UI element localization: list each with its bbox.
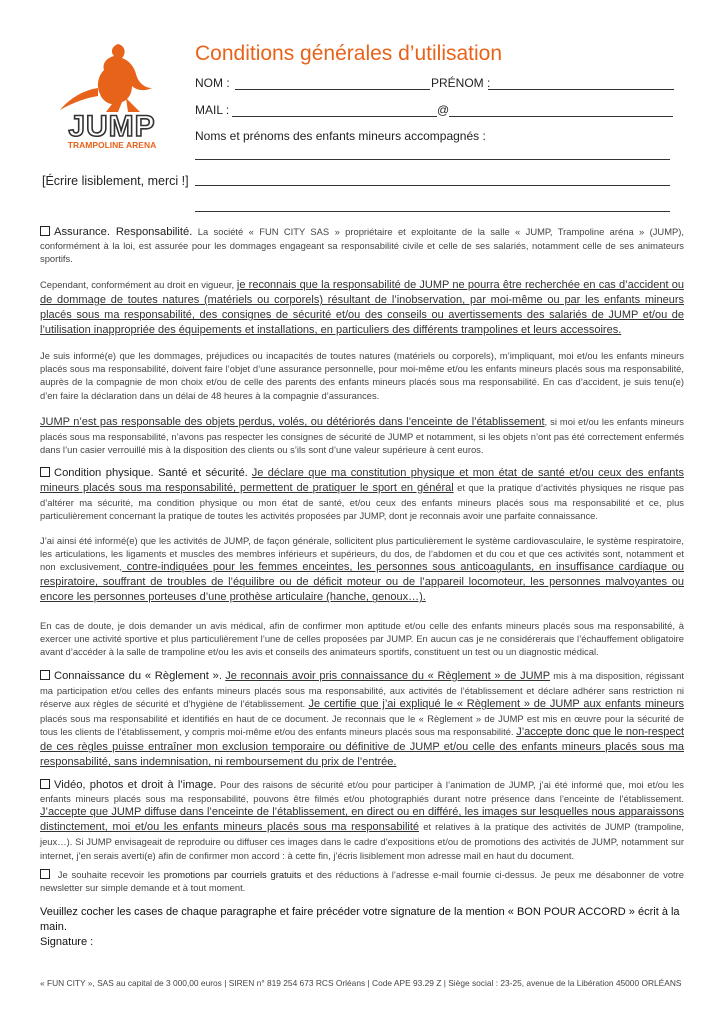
- responsabilite-clause: je reconnais que la responsabilité de JUMP ne pourra être recherchée en cas d’accident ou de dommage de toutes natures (matériels ou corporels) résultant de l’inobservation, par moi-même ou par les enfants mineurs placés sous ma responsabilité, des consignes de sécurité et/ou des conseils ou avertissements des salariés de JUMP et/ou de l’utilisation inappropriée des équipements et installations, en particuliers des différents trampolines et leurs accessoires.: [40, 279, 684, 336]
- assurance-heading: Assurance. Responsabilité.: [54, 226, 193, 238]
- footer-legal: « FUN CITY », SAS au capital de 3 000,00 euros | SIREN n° 819 254 673 RCS Orléans | Code APE 93.29 Z | Siège social : 23-25, avenue de la Libération 45000 ORLÉANS: [40, 978, 682, 988]
- objets-paragraph: [40, 415, 684, 456]
- nom-label: NOM :: [195, 76, 230, 90]
- children-field-2[interactable]: [195, 185, 670, 186]
- mail-user-field[interactable]: [232, 116, 437, 117]
- final-instructions: [40, 905, 690, 950]
- newsletter-text-1: Je souhaite recevoir les: [54, 869, 164, 880]
- assurance-text: La société « FUN CITY SAS » propriétaire et exploitante de la salle « JUMP, Trampoline aréna » (JUMP), conformément à la loi, est assurée pour les dommages engageant sa responsabilité civile et celle de ses salariés, notamment celle de ses animateurs sportifs.: [40, 226, 684, 265]
- reglement-paragraph: [40, 669, 684, 770]
- write-clearly-note: [Écrire lisiblement, merci !]: [42, 174, 189, 188]
- video-clause: J’accepte que JUMP diffuse dans l’enceinte de l’établissement, en direct ou en différé, les images sur lesquelles nous apparaissons distinctement, moi et/ou les enfants mineurs placés sous ma responsabilité: [40, 806, 684, 834]
- prenom-label: PRÉNOM :: [431, 76, 491, 90]
- video-paragraph: [40, 778, 684, 862]
- condition-clause: Je déclare que ma constitution physique et mon état de santé et/ou ceux des enfants mineurs placés sous ma responsabilité, permettent de pratiquer le sport en général: [40, 467, 684, 494]
- reglement-clause-2: Je certifie que j’ai expliqué le « Règlement » de JUMP aux enfants mineurs: [308, 698, 684, 711]
- assurance-paragraph: [40, 225, 684, 266]
- newsletter-checkbox[interactable]: [40, 869, 50, 879]
- children-label: Noms et prénoms des enfants mineurs accompagnés :: [195, 129, 486, 143]
- assurance-checkbox[interactable]: [40, 226, 50, 236]
- newsletter-emphasis: promotions par courriels gratuits: [163, 869, 302, 880]
- newsletter-paragraph: [40, 868, 684, 894]
- mail-domain-field[interactable]: [449, 116, 673, 117]
- logo-tagline: TRAMPOLINE ARENA: [67, 140, 157, 150]
- prenom-field[interactable]: [488, 89, 674, 90]
- video-heading: Vidéo, photos et droit à l’image.: [54, 779, 217, 791]
- condition-heading: Condition physique. Santé et sécurité.: [54, 467, 248, 479]
- responsabilite-intro: Cependant, conformément au droit en vigueur,: [40, 279, 235, 290]
- kangaroo-icon: [60, 44, 152, 112]
- dommages-paragraph: Je suis informé(e) que les dommages, préjudices ou incapacités de toutes natures (matériels ou corporels), m’impliquant, moi et/ou les enfants mineurs placés sous ma responsabilité, doivent faire l’objet d’une assurance personnelle, pour moi-même et/ou les enfants mineurs placés sous ma responsabilité, auprès de la compagnie de mon choix et/ou de celle des parents des enfants mineurs placés sous ma responsabilité. En cas d’accident, je suis tenu(e) d’en faire la déclaration dans un délai de 48 heures à la compagnie d’assurances.: [40, 350, 684, 401]
- condition-paragraph: [40, 466, 684, 522]
- mail-label: MAIL :: [195, 103, 230, 117]
- contre-indications-clause: contre-indiquées pour les femmes enceintes, les personnes sous anticoagulants, en insuffisance cardiaque ou respiratoire, souffrant de troubles de l’équilibre ou de déficit moteur ou de l’appareil locomoteur, les personnes malvoyantes ou encore les personnes porteuses d’une prothèse articulaire (hanche, genoux…).: [40, 561, 684, 604]
- jump-logo: [40, 38, 185, 153]
- reglement-clause-1: Je reconnais avoir pris connaissance du « Règlement » de JUMP: [225, 670, 551, 682]
- objets-clause: JUMP n’est pas responsable des objets perdus, volés, ou détériorés dans l’enceinte de l’établissement: [40, 416, 545, 428]
- at-sign: @: [437, 103, 450, 117]
- video-checkbox[interactable]: [40, 779, 50, 789]
- children-field-3[interactable]: [195, 211, 670, 212]
- reglement-checkbox[interactable]: [40, 670, 50, 680]
- reglement-heading: Connaissance du « Règlement ».: [54, 670, 222, 682]
- avis-medical-paragraph: En cas de doute, je dois demander un avis médical, afin de confirmer mon aptitude et/ou celle des enfants mineurs placés sous ma responsabilité, à exercer une activité sportive et plus particulièrement l’une de celles proposées par JUMP. En aucun cas je ne considérerais que l’échauffement obligatoire avant d’accéder à la salle de trampoline et/ou les avis et conseils des animateurs sportifs, constituent un test ou un diagnostic médical.: [40, 620, 684, 658]
- condition-text: et que la pratique d’activités physiques ne risque pas d’altérer ma sécurité, ma condition physique ou mon état de santé, et/ou ceux des enfants mineurs placés sous ma responsabilité et ce, plus particulièrement concernant la pratique de toutes les activités proposées par JUMP, dont je reconnais avoir une parfaite connaissance.: [40, 482, 684, 522]
- responsabilite-paragraph: [40, 278, 684, 338]
- reglement-text-1: mis à ma disposition, régissant ma participation et/ou celles des enfants mineurs placés sous ma responsabilité, aux activités de l’établissement et déclare adhérer sans restriction ni réserve aux règles de sécurité et d’hygiène de l’établissement.: [40, 670, 684, 710]
- newsletter-text-2: et des réductions à l’adresse e-mail fournie ci-dessus. Je peux me désabonner de votre newsletter sur simple demande et à tout moment.: [40, 869, 684, 894]
- final-instruction-text: Veuillez cocher les cases de chaque paragraphe et faire précéder votre signature de la mention « BON POUR ACCORD » écrit à la main.: [40, 906, 680, 933]
- page-title: Conditions générales d’utilisation: [195, 42, 503, 65]
- children-field-1[interactable]: [195, 159, 670, 160]
- reglement-clause-3: J’accepte donc que le non-respect de ces règles puisse entraîner mon exclusion temporaire ou définitive de JUMP et/ou celle des enfants mineurs placés sous ma responsabilité, sans indemnisation, ni remboursement du prix de l’entrée.: [40, 726, 684, 769]
- video-text-2: et relatives à la pratique des activités de JUMP (trampoline, jeux…). Si JUMP envisageait de reproduire ou diffuser ces images dans le cadre d’expositions et/ou de promotions des activités de JUMP, notamment sur internet, j’en serais averti(e) afin de confirmer mon accord : à cette fin, j’écris lisiblement mon adresse mail en haut du document.: [40, 821, 685, 861]
- objets-text: , si moi et/ou les enfants mineurs placés sous ma responsabilité, n’avons pas respecter les consignes de sécurité de JUMP et notamment, si les objets n’ont pas été correctement enfermés dans l’un casier verrouillé mis à la disposition des clients ou s’ils sont d’une valeur supérieure à cent euros.: [40, 416, 684, 456]
- reglement-text-2: placés sous ma responsabilité et identifiés en haut de ce document. Je reconnais que le « Règlement » de JUMP est mis en œuvre pour la sécurité de tous les clients de l’établissement, y compris moi-même et/ou des enfants mineurs placés sous ma responsabilité.: [40, 713, 684, 738]
- nom-field[interactable]: [235, 89, 430, 90]
- contre-indications-paragraph: [40, 534, 684, 605]
- contre-indications-intro: J’ai ainsi été informé(e) que les activités de JUMP, de façon générale, sollicitent plus particulièrement le système cardiovasculaire, le système respiratoire, les articulations, les ligaments et muscles des membres inférieurs et supérieurs, du dos, de l’abdomen et du cou et que ces activités sont, notamment et non exclusivement,: [40, 535, 684, 573]
- condition-checkbox[interactable]: [40, 467, 50, 477]
- video-text-1: Pour des raisons de sécurité et/ou pour participer à l’animation de JUMP, j’ai été informé que, moi et/ou les enfants mineurs placés sous ma responsabilité, pouvons être filmés et/ou photographiés durant notre présence dans l’enceinte de l’établissement.: [40, 779, 684, 805]
- logo-brand: JUMP: [68, 110, 156, 143]
- signature-label: Signature :: [40, 936, 94, 948]
